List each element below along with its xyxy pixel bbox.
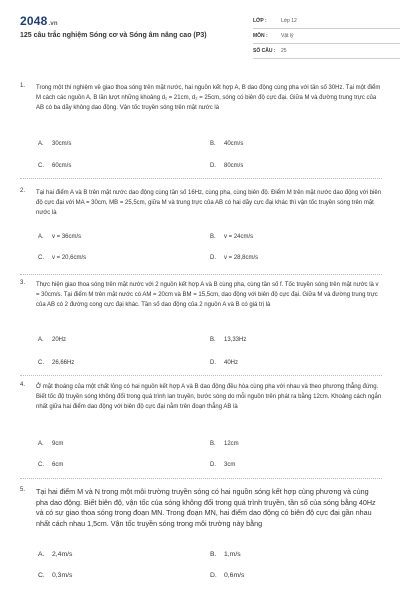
meta-value: Vật lý	[281, 33, 294, 39]
question-1	[20, 83, 382, 183]
logo-main: 2048	[20, 14, 48, 28]
question-text: Trong một thí nghiệm về giao thoa sóng trên mặt nước, hai nguồn kết hợp A, B dao động cùng pha với tần số 30Hz. Tại một điểm M cách các nguồn A, B lần lượt những khoảng d₁ = 21cm, d₂ = 25cm, sóng có biên độ cực đại. Giữa M và đường trung trực của AB có ba dãy không dao động. Vận tốc truyền sóng trên mặt nước là	[36, 85, 381, 112]
question-text: Thực hiện giao thoa sóng trên mặt nước với 2 nguồn kết hợp A và B cùng pha, cùng tần số f. Tốc truyền sóng trên mặt nước là v = 30cm/s. Tại điểm M trên mặt nước có AM = 20cm và BM = 15,5cm, dao động với biên độ cực đại. Giữa M và đường trung trực của AB có 2 đường cong cực đại khác. Tần số dao động của 2 nguồn A và B có giá trị là	[36, 282, 379, 309]
question-5	[20, 487, 382, 597]
document-header	[20, 14, 380, 60]
option-text: 20Hz	[52, 337, 67, 343]
meta-row-class	[253, 14, 400, 29]
option-text: 30cm/s	[52, 141, 72, 147]
option-letter: A.	[38, 234, 44, 240]
meta-row-count	[253, 44, 400, 59]
option-d[interactable]	[210, 163, 243, 169]
option-text: 80cm/s	[224, 163, 244, 169]
option-letter: B.	[210, 551, 217, 558]
option-b[interactable]	[210, 551, 241, 558]
option-text: 1,m/s	[224, 551, 241, 558]
option-letter: D.	[210, 360, 216, 366]
option-a[interactable]	[38, 234, 81, 240]
meta-row-subject	[253, 29, 400, 44]
option-text: v = 24cm/s	[224, 234, 254, 240]
option-letter: D.	[210, 255, 216, 261]
question-4	[20, 382, 382, 477]
option-letter: D.	[210, 572, 217, 579]
site-logo[interactable]	[20, 14, 58, 28]
meta-table	[253, 14, 400, 59]
question-text: Tại hai điểm M và N trong một môi trường truyền sóng có hai nguồn sóng kết hợp cùng phương và cùng pha dao động. Biết biên độ, vận tốc của sóng không đổi trong quá trình truyền, tần số của sóng bằng 40Hz và có sự giao thoa sóng trong đoạn MN. Trong đoạn MN, hai điểm dao động có biên độ cực đại gần nhau nhất cách nhau 1,5cm. Vận tốc truyền sóng trong môi trường này bằng	[36, 487, 376, 528]
question-2	[20, 188, 382, 278]
option-text: 9cm	[52, 441, 64, 447]
meta-key: LỚP :	[253, 18, 267, 24]
meta-key: MÔN :	[253, 33, 268, 39]
option-letter: A.	[38, 441, 44, 447]
option-letter: C.	[38, 572, 45, 579]
option-letter: C.	[38, 462, 44, 468]
option-text: 0,6m/s	[224, 572, 245, 579]
divider	[20, 274, 382, 275]
meta-value: 25	[281, 48, 287, 54]
question-3	[20, 280, 382, 375]
option-letter: A.	[38, 551, 45, 558]
option-text: 13,33Hz	[224, 337, 247, 343]
option-text: v = 28,8cm/s	[224, 255, 259, 261]
option-a[interactable]	[38, 551, 72, 558]
option-text: 12cm	[224, 441, 239, 447]
option-text: 40cm/s	[224, 141, 244, 147]
option-c[interactable]	[38, 572, 72, 579]
option-d[interactable]	[210, 572, 244, 579]
logo-tld: .vn	[48, 21, 58, 27]
option-a[interactable]	[38, 337, 66, 343]
document-title: 125 câu trắc nghiệm Sóng cơ và Sóng âm nâng cao (P3)	[20, 32, 207, 39]
option-letter: B.	[210, 234, 216, 240]
question-number: 1.	[20, 83, 26, 89]
question-text: Tại hai điểm A và B trên mặt nước dao động cùng tần số 16Hz, cùng pha, cùng biên độ. Điểm M trên mặt nước dao động với biên độ cực đại với MA = 30cm, MB = 25,5cm, giữa M và trung trực của AB có hai dãy cực đại khác thì vận tốc truyền sóng trên mặt nước là	[36, 190, 382, 217]
option-b[interactable]	[210, 141, 243, 147]
option-text: 3cm	[224, 462, 236, 468]
meta-key: SỐ CÂU :	[253, 48, 276, 54]
divider	[20, 178, 382, 179]
option-text: 2,4m/s	[52, 551, 73, 558]
option-text: 6cm	[52, 462, 64, 468]
option-d[interactable]	[210, 255, 258, 261]
option-c[interactable]	[38, 255, 86, 261]
option-letter: A.	[38, 337, 44, 343]
question-number: 2.	[20, 188, 26, 194]
option-b[interactable]	[210, 441, 239, 447]
option-letter: C.	[38, 163, 44, 169]
question-text: Ở mặt thoáng của một chất lỏng có hai nguồn kết hợp A và B dao động đều hòa cùng pha với nhau và theo phương thẳng đứng. Biết tốc độ truyền sóng không đổi trong quá trình lan truyền, bước sóng do mỗi nguồn trên phát ra bằng 12cm. Khoảng cách ngắn nhất giữa hai điểm dao động với biên độ cực đại nằm trên đoạn thẳng AB là	[36, 384, 382, 411]
option-text: 26,66Hz	[52, 360, 75, 366]
option-a[interactable]	[38, 141, 71, 147]
option-c[interactable]	[38, 360, 74, 366]
option-d[interactable]	[210, 360, 238, 366]
option-text: 0,3m/s	[52, 572, 73, 579]
option-letter: C.	[38, 360, 44, 366]
question-number: 5.	[20, 487, 26, 493]
option-letter: B.	[210, 441, 216, 447]
option-d[interactable]	[210, 462, 235, 468]
question-number: 4.	[20, 382, 26, 388]
option-letter: D.	[210, 163, 216, 169]
divider	[20, 375, 382, 376]
option-letter: B.	[210, 337, 216, 343]
option-b[interactable]	[210, 234, 253, 240]
option-letter: A.	[38, 141, 44, 147]
question-number: 3.	[20, 280, 26, 286]
option-letter: B.	[210, 141, 216, 147]
option-letter: C.	[38, 255, 44, 261]
option-text: 60cm/s	[52, 163, 72, 169]
option-b[interactable]	[210, 337, 246, 343]
meta-value: Lớp 12	[281, 18, 297, 24]
option-c[interactable]	[38, 462, 63, 468]
option-a[interactable]	[38, 441, 63, 447]
option-text: v = 20,6cm/s	[52, 255, 87, 261]
divider	[20, 478, 382, 479]
option-text: v = 36cm/s	[52, 234, 82, 240]
option-letter: D.	[210, 462, 216, 468]
option-c[interactable]	[38, 163, 71, 169]
option-text: 40Hz	[224, 360, 239, 366]
